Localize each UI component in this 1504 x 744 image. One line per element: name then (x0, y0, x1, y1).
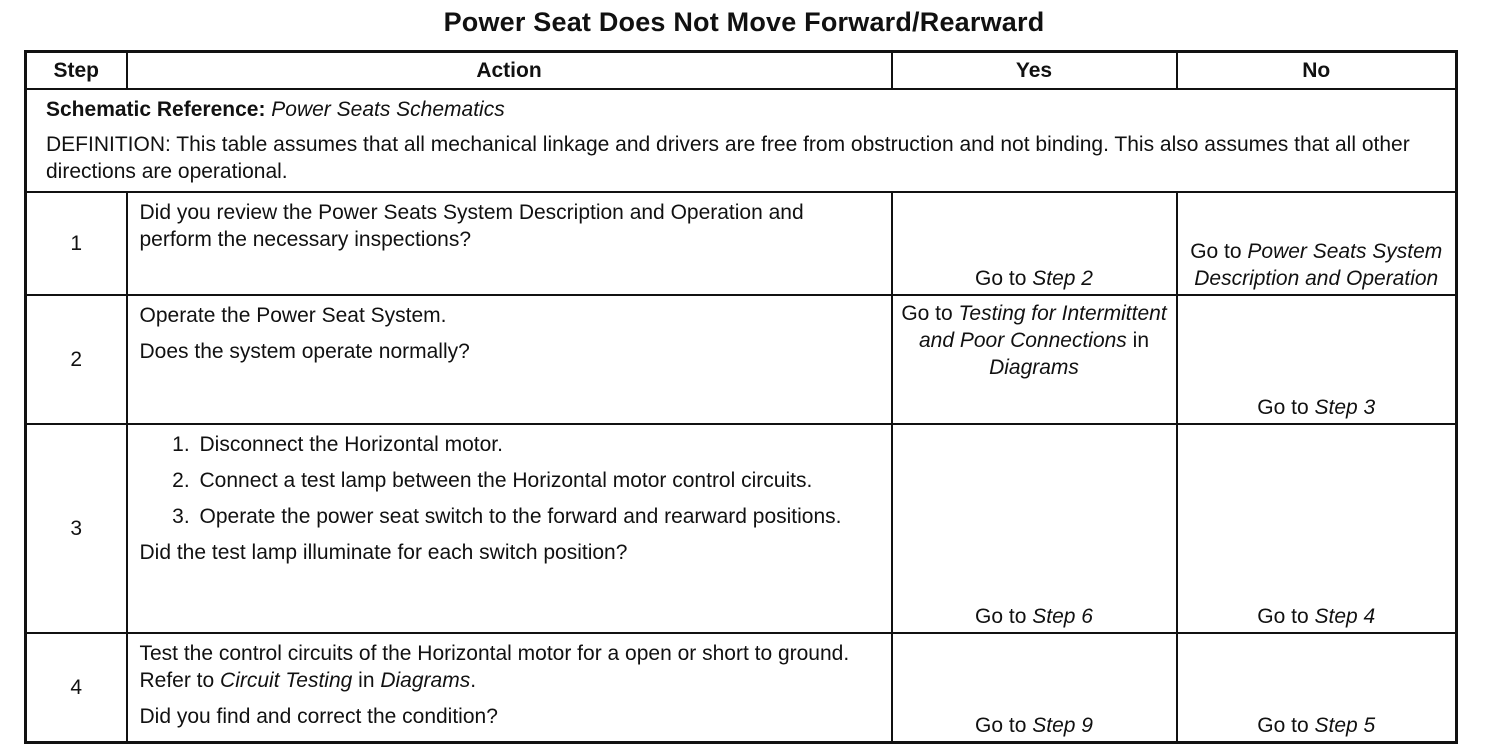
column-header-yes: Yes (892, 52, 1177, 90)
page-title: Power Seat Does Not Move Forward/Rearward (443, 7, 1045, 37)
action-text: Did you review the Power Seats System Description and Operation and perform the necessary inspections? (139, 201, 804, 251)
no-reference: Step 5 (1314, 714, 1376, 737)
no-cell (1177, 295, 1457, 424)
no-prefix: Go to (1257, 396, 1315, 419)
no-prefix: Go to (1190, 240, 1248, 263)
action-text-start: Test the control circuits of the Horizontal motor for a open or short to ground. Refer to (139, 642, 850, 692)
step-number: 4 (26, 633, 127, 743)
action-text (140, 640, 879, 694)
step-number: 2 (26, 295, 127, 424)
diagnostic-table (24, 50, 1458, 744)
no-reference: Step 4 (1314, 605, 1376, 628)
circuit-testing-reference: Circuit Testing (220, 669, 353, 692)
intro-row (26, 89, 1457, 192)
no-prefix: Go to (1257, 714, 1315, 737)
yes-prefix: Go to (901, 302, 959, 325)
yes-prefix: Go to (975, 267, 1033, 290)
yes-prefix: Go to (975, 605, 1033, 628)
action-text-mid: in (352, 669, 381, 692)
yes-reference-2: Diagrams (989, 356, 1079, 379)
schematic-reference-link: Power Seats Schematics (271, 98, 505, 121)
yes-cell (892, 192, 1177, 295)
action-text: Operate the Power Seat System. (139, 304, 447, 327)
column-header-step: Step (26, 52, 127, 90)
list-item: 3. Operate the power seat switch to the forward and rearward positions. (196, 503, 879, 530)
table-row-step-1 (26, 192, 1457, 295)
diagrams-reference: Diagrams (380, 669, 471, 692)
table-row-step-4 (26, 633, 1457, 743)
action-cell (127, 295, 892, 424)
table-row-step-2 (26, 295, 1457, 424)
action-question: Did the test lamp illuminate for each switch position? (139, 541, 628, 564)
no-reference: Power Seats System Description and Operation (1194, 240, 1443, 290)
table-header-row (26, 52, 1457, 90)
action-cell (127, 424, 892, 633)
table-row-step-3 (26, 424, 1457, 633)
step-number: 1 (26, 192, 127, 295)
no-reference: Step 3 (1314, 396, 1376, 419)
no-prefix: Go to (1257, 605, 1315, 628)
no-cell (1177, 192, 1457, 295)
sub-step-list (140, 431, 879, 530)
action-text-end: . (470, 669, 477, 692)
action-cell (127, 192, 892, 295)
yes-reference: Step 9 (1032, 714, 1093, 737)
no-cell (1177, 424, 1457, 633)
list-item: 1. Disconnect the Horizontal motor. (196, 431, 879, 458)
column-header-no: No (1177, 52, 1457, 90)
action-question: Does the system operate normally? (139, 340, 470, 363)
yes-cell (892, 424, 1177, 633)
column-header-action: Action (127, 52, 892, 90)
yes-mid: in (1126, 329, 1149, 352)
yes-reference: Testing for Intermittent and Poor Connections (919, 302, 1167, 352)
action-question: Did you find and correct the condition? (139, 705, 498, 728)
action-cell (127, 633, 892, 743)
yes-cell (892, 633, 1177, 743)
no-cell (1177, 633, 1457, 743)
intro-cell (26, 89, 1457, 192)
schematic-reference-label: Schematic Reference: (46, 98, 266, 121)
yes-reference: Step 6 (1032, 605, 1093, 628)
yes-cell (892, 295, 1177, 424)
yes-prefix: Go to (975, 714, 1033, 737)
step-number: 3 (26, 424, 127, 633)
schematic-reference (46, 96, 1441, 123)
list-item: 2. Connect a test lamp between the Horizontal motor control circuits. (196, 467, 879, 494)
definition-text: DEFINITION: This table assumes that all mechanical linkage and drivers are free from obstruction and not binding. This also assumes that all other directions are operational. (46, 133, 1410, 183)
yes-reference: Step 2 (1032, 267, 1093, 290)
